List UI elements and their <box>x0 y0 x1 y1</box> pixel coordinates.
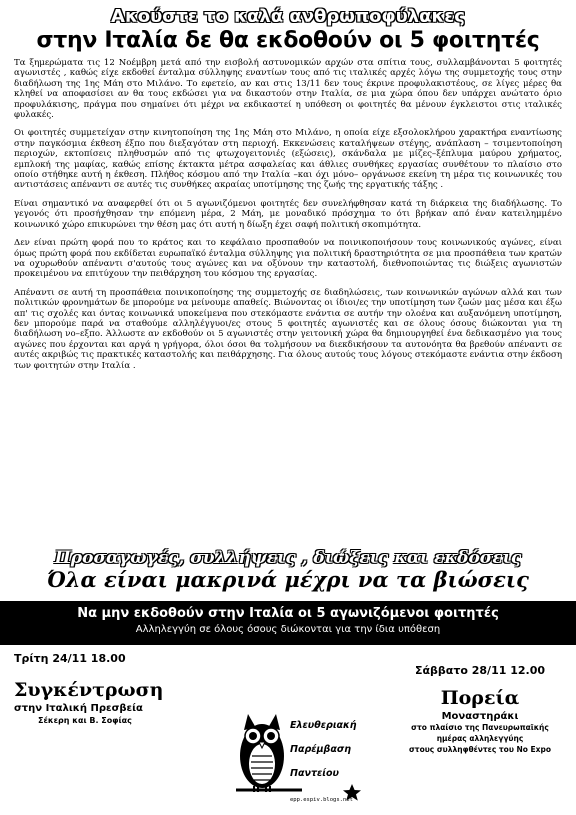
group-logo <box>232 700 372 810</box>
event-title: Πορεία <box>440 687 520 709</box>
event-address: Σέκερη και Β. Σοφίας <box>38 716 132 725</box>
event-place: Μοναστηράκι <box>441 711 519 722</box>
black-banner <box>0 601 576 645</box>
owl-icon <box>232 700 372 810</box>
logo-line2: Παρέμβαση <box>290 744 352 755</box>
paragraph: Οι φοιτητές συμμετείχαν στην κινητοποίηση της 1ης Μάη στο Μιλάνο, η οποία είχε εξσολοκλήρου χαρακτήρα εναντίωσης στην παγκόσμια έκθεση έξπο που διεξαγόταν στη περιοχή. Εκκενώσεις καταλήψεων στέγης, ανάπλαση – τσιμεντοποίηση περιοχών, εκτοπίσεις πληθυσμών από τις φτωχογειτονιές (εξώσεις), σκάνδαλα με μίζες–ξέπλυμα μαύρου χρήματος, εμπλοκή της μαφίας, καθώς επίσης έκτακτα μέτρα ασφαλείας και άθλιες συνθήκες εργασίας συνθέτουν το πλαίσιο στο οποίο στήθηκε αυτή η έκθεση. Πλήθος κόσμου από την Ιταλία –και όχι μόνο– οργάνωσε εκείνη τη μέρα τις κοινωνικές του αντιστάσεις απέναντι σε αυτές τις συνθήκες ακραίας υποτίμησης της ζωής της εργατικής τάξης . <box>14 128 562 191</box>
header-title-line1: Ακούστε το καλά ανθρωποφύλακες <box>111 6 465 27</box>
paragraph: Απέναντι σε αυτή τη προσπάθεια ποινικοποίησης της συμμετοχής σε διαδηλώσεις, των κοινωνικών αγώνων αλλά και των πολιτικών φρονημάτων δε μπορούμε να μείνουμε απαθείς. Βιώνοντας οι ίδιοι/ες την υποτίμηση των ζωών μας μέσα και έξω απ' τις σχολές και όντας κοινωνικά υποκείμενα που στεκόμαστε ενάντια σε αυτήν την ολοένα και αυξανόμενη υποτίμηση, δεν μπορούμε παρά να σταθούμε αλληλέγγυοι/ες στους 5 φοιτητές αγωνιστές και σε όλους όσους διώκονται για τη διαδήλωση νο–εξπο. Άλλωστε αν εκδοθούν οι 5 αγωνιστές στην γειτονική χώρα θα δημιουργηθεί ένα δεδικασμένο για τους αγώνες που έρχονται και αργά η γρήγορα, όλοι όσοι θα τολμήσουν να διεκδικήσουν τα αυτονόητα θα βρεθούν απέναντι σε αυτές ακριβώς τις πρακτικές καταστολής και πειθάρχησης. Για όλους αυτούς τους λόγους στεκόμαστε ενάντια στην έκδοση των φοιτητών στην Ιταλία . <box>14 287 562 371</box>
event-note: στους συλληφθέντες του No Expo <box>408 745 552 754</box>
event-date: Σάββατο 28/11 12.00 <box>414 664 546 677</box>
event-title: Συγκέντρωση <box>14 679 164 701</box>
event-date: Τρίτη 24/11 18.00 <box>14 652 126 665</box>
event-place: στην Ιταλική Πρεσβεία <box>14 703 143 714</box>
paragraph: Δεν είναι πρώτη φορά που το κράτος και το κεφάλαιο προσπαθούν να ποινικοποιήσουν τους κοινωνικούς αγώνες, είναι όμως πρώτη φορά που εκδίδεται ευρωπαϊκό ένταλμα σύλληψης για πολιτική δραστηριότητα σε μια προσπάθεια των κρατών να οχυρωθούν απέναντι σ'αυτούς τους αγώνες και να οξύνουν την καταστολή, διεθνοποιώντας τις διώξεις αγωνιστών προκειμένου να επιτύχουν την πειθάρχηση του κόσμου της εργασίας. <box>14 238 562 280</box>
event-gathering <box>14 652 224 725</box>
slogan-line2: Όλα είναι μακρινά μέχρι να τα βιώσεις <box>47 567 529 592</box>
article-body <box>14 58 562 379</box>
event-note: στο πλαίσιο της Πανευρωπαϊκής <box>411 723 549 732</box>
event-march <box>392 664 568 755</box>
header-title-line2: στην Ιταλία δε θα εκδοθούν οι 5 φοιτητές <box>36 28 540 53</box>
slogan-line1: Προσαγωγές, συλλήψεις , διώξεις και εκδόσεις <box>54 548 522 568</box>
logo-url: epp.espiv.blogs.net <box>290 797 353 803</box>
event-note: ημέρας αλληλεγγύης <box>436 734 524 743</box>
paragraph: Τα ξημερώματα τις 12 Νοέμβρη μετά από την εισβολή αστυνομικών αρχών στα σπίτια τους, συλλαμβάνονται 5 φοιτητές αγωνιστές , καθώς είχε εκδοθεί ένταλμα σύλληψης εναντίων τους από τις ιταλικές αρχές λόγω της συμμετοχής τους στην διαδήλωση της 1ης Μάη στο Μιλάνο. Το εφετείο, αν και στις 13/11 δεν τους έκρινε προφυλακιστέους, σε λίγες μέρες θα κληθεί να αποφασίσει αν θα τους εκδώσει για να δικαστούν στην Ιταλία, σε μια χώρα όπου δεν υπάρχει ανώτατο όριο προφυλάκισης, πράγμα που σημαίνει ότι μέχρι να εκδικαστεί η υπόθεση οι φοιτητές θα μένουν έγκλειστοι στις ιταλικές φυλακές. <box>14 58 562 121</box>
banner-sub-text: Αλληλεγγύη σε όλους όσους διώκονται για την ίδια υπόθεση <box>135 624 441 635</box>
banner-main-text: Να μην εκδοθούν στην Ιταλία οι 5 αγωνιζόμενοι φοιτητές <box>77 606 499 621</box>
logo-line1: Ελευθεριακή <box>290 720 357 731</box>
paragraph: Είναι σημαντικό να αναφερθεί ότι οι 5 αγωνιζόμενοι φοιτητές δεν συνελήφθησαν κατά τη διάρκεια της διαδήλωσης. Το γεγονός ότι προσήχθησαν την επόμενη μέρα, 2 Μάη, με μοναδικό πρόσχημα το ότι βρήκαν από έναν κατειλημμένο κοινωνικό χώρο επικυρώνει την θέση μας ότι αυτή η δίωξη έχει σαφή πολιτική σκοπιμότητα. <box>14 198 562 230</box>
logo-line3: Παντείου <box>290 768 339 779</box>
